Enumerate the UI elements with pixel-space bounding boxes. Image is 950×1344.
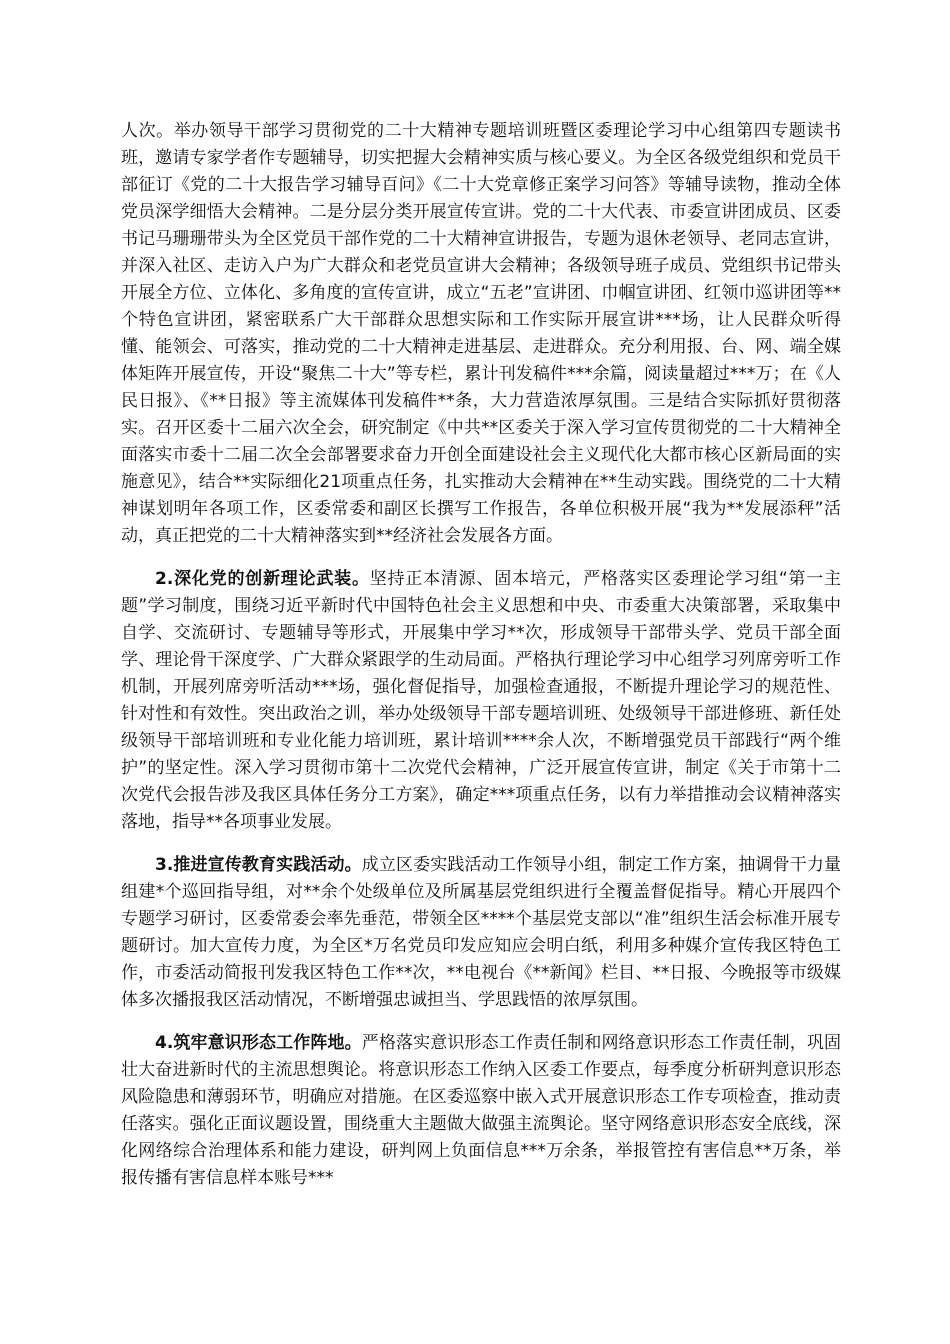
section-number-3: 3. [155, 855, 174, 875]
paragraph-1 [121, 118, 841, 550]
section-heading-4: 筑牢意识形态工作阵地。 [173, 1033, 362, 1053]
section-heading-3: 推进宣传教育实践活动。 [173, 855, 362, 875]
section-number-4: 4. [155, 1033, 174, 1053]
paragraph-3-text: 成立区委实践活动工作领导小组，制定工作方案，抽调骨干力量组建*个巡回指导组，对**余个处级单位及所属基层党组织进行全覆盖督促指导。精心开展四个专题学习研讨，区委常委会率先垂范，带领全区****个基层党支部以“准”组织生活会标准开展专题研讨。加大宣传力度，为全区*万名党员印发应知应会明白纸，利用多种媒介宣传我区特色工作，市委活动简报刊发我区特色工作**次，**电视台《**新闻》栏目、**日报、今晚报等市级媒体多次播报我区活动情况，不断增强忠诚担当、学思践悟的浓厚氛围。 [121, 855, 842, 1010]
document-page [121, 118, 841, 1208]
paragraph-3 [121, 852, 841, 1014]
paragraph-4-text: 严格落实意识形态工作责任制和网络意识形态工作责任制，巩固壮大奋进新时代的主流思想舆论。将意识形态工作纳入区委工作要点，每季度分析研判意识形态风险隐患和薄弱环节，明确应对措施。在区委巡察中嵌入式开展意识形态工作专项检查，推动责任落实。强化正面议题设置，围绕重大主题做大做强主流舆论。坚守网络意识形态安全底线，深化网络综合治理体系和能力建设，研判网上负面信息***万余条，举报管控有害信息**万条，举报传播有害信息样本账号*** [121, 1033, 842, 1188]
section-heading-2: 深化党的创新理论武装。 [173, 569, 370, 589]
paragraph-4 [121, 1030, 841, 1192]
section-number-2: 2. [155, 569, 174, 589]
paragraph-2-text: 坚持正本清源、固本培元，严格落实区委理论学习组“第一主题”学习制度，围绕习近平新时代中国特色社会主义思想和中央、市委重大决策部署，采取集中自学、交流研讨、专题辅导等形式，开展集中学习**次，形成领导干部带头学、党员干部全面学、理论骨干深度学、广大群众紧跟学的生动局面。严格执行理论学习中心组学习列席旁听工作机制，开展列席旁听活动***场，强化督促指导，加强检查通报，不断提升理论学习的规范性、针对性和有效性。突出政治之训，举办处级领导干部专题培训班、处级领导干部进修班、新任处级领导干部培训班和专业化能力培训班，累计培训****余人次，不断增强党员干部践行“两个维护”的坚定性。深入学习贯彻市第十二次党代会精神，广泛开展宣传宣讲，制定《关于市第十二次党代会报告涉及我区具体任务分工方案》，确定***项重点任务，以有力举措推动会议精神落实落地，指导**各项事业发展。 [121, 569, 842, 832]
paragraph-1-text: 人次。举办领导干部学习贯彻党的二十大精神专题培训班暨区委理论学习中心组第四专题读书班，邀请专家学者作专题辅导，切实把握大会精神实质与核心要义。为全区各级党组织和党员干部征订《党的二十大报告学习辅导百问》《二十大党章修正案学习问答》等辅导读物，推动全体党员深学细悟大会精神。二是分层分类开展宣传宣讲。党的二十大代表、市委宣讲团成员、区委书记马珊珊带头为全区党员干部作党的二十大精神宣讲报告，专题为退休老领导、老同志宣讲，并深入社区、走访入户为广大群众和老党员宣讲大会精神；各级领导班子成员、党组织书记带头开展全方位、立体化、多角度的宣传宣讲，成立“五老”宣讲团、巾帼宣讲团、红领巾巡讲团等**个特色宣讲团，紧密联系广大干部群众思想实际和工作实际开展宣讲***场，让人民群众听得懂、能领会、可落实，推动党的二十大精神走进基层、走进群众。充分利用报、台、网、端全媒体矩阵开展宣传，开设“聚焦二十大”等专栏，累计刊发稿件***余篇，阅读量超过***万；在《人民日报》、《**日报》等主流媒体刊发稿件**条，大力营造浓厚氛围。三是结合实际抓好贯彻落实。召开区委十二届六次全会，研究制定《中共**区委关于深入学习宣传贯彻党的二十大精神全面落实市委十二届二次全会部署要求奋力开创全面建设社会主义现代化大都市核心区新局面的实施意见》，结合**实际细化21项重点任务，扎实推动大会精神在**生动实践。围绕党的二十大精神谋划明年各项工作，区委常委和副区长撰写工作报告，各单位积极开展“我为**发展添秤”活动，真正把党的二十大精神落实到**经济社会发展各方面。 [121, 121, 841, 546]
paragraph-2 [121, 566, 841, 836]
